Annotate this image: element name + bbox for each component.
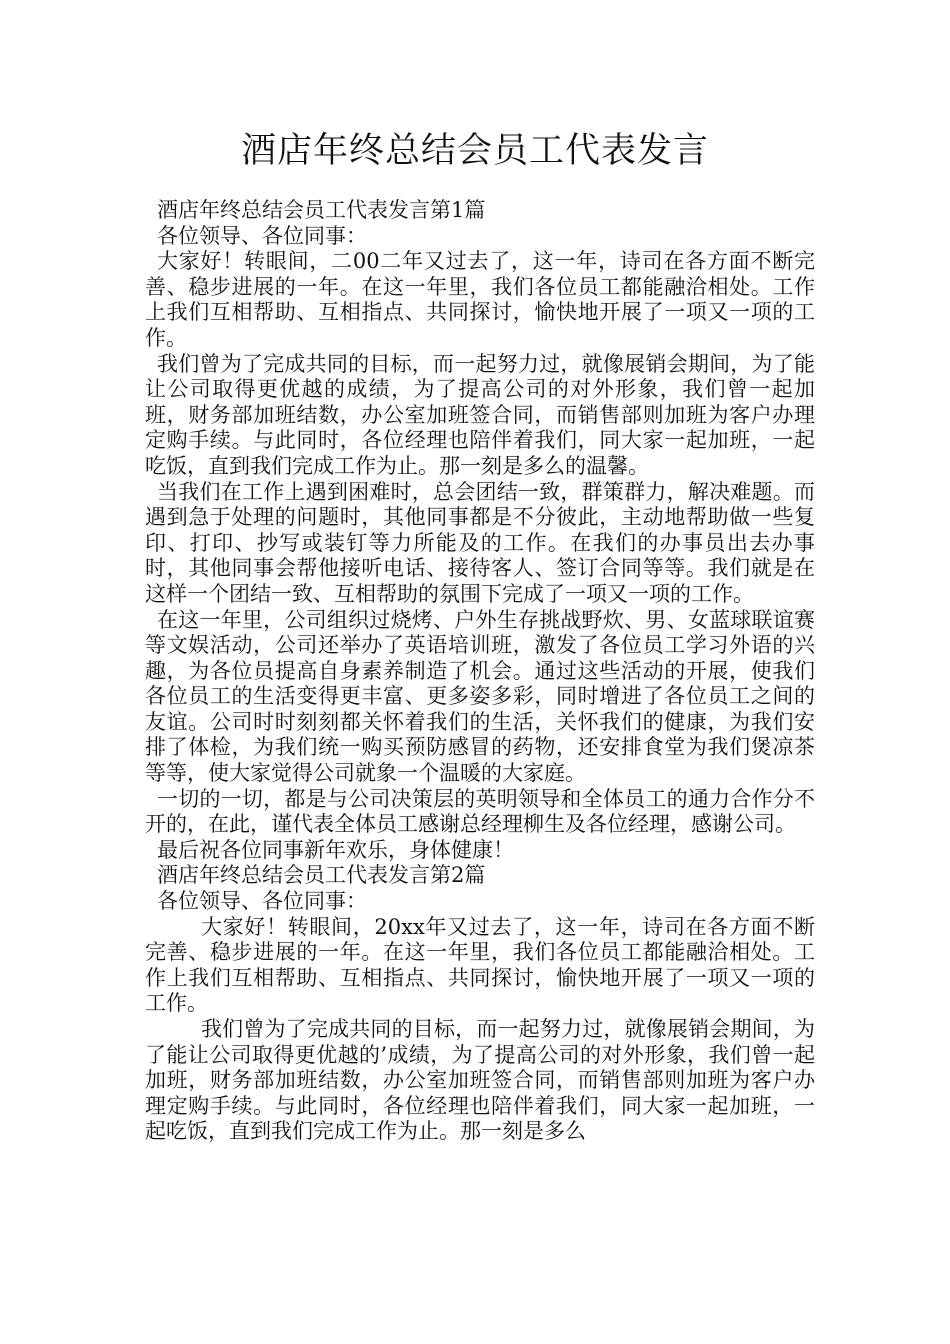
- document-title: 酒店年终总结会员工代表发言: [240, 131, 709, 171]
- document-body: [145, 198, 815, 1145]
- body-paragraph: 当我们在工作上遇到困难时，总会团结一致，群策群力，解决难题。而遇到急于处理的问题时，其他同事都是不分彼此，主动地帮助做一些复印、打印、抄写或装钉等力所能及的工作。在我们的办事员出去办事时，其他同事会帮他接听电话、接待客人、签订合同等等。我们就是在这样一个团结一致、互相帮助的氛围下完成了一项又一项的工作。: [145, 479, 815, 606]
- closing-line: 最后祝各位同事新年欢乐，身体健康！: [157, 837, 514, 862]
- section-heading: 酒店年终总结会员工代表发言第2篇: [157, 863, 486, 888]
- body-paragraph: 在这一年里，公司组织过烧烤、户外生存挑战野炊、男、女蓝球联谊赛等文娱活动，公司还举办了英语培训班，激发了各位员工学习外语的兴趣，为各位员提高自身素养制造了机会。通过这些活动的开展，使我们各位员工的生活变得更丰富、更多姿多彩，同时增进了各位员工之间的友谊。公司时时刻刻都关怀着我们的生活，关怀我们的健康，为我们安排了体检，为我们统一购买预防感冒的药物，还安排食堂为我们煲凉茶等等，使大家觉得公司就象一个温暖的大家庭。: [145, 607, 815, 786]
- body-paragraph: 我们曾为了完成共同的目标，而一起努力过，就像展销会期间，为了能让公司取得更优越的’成绩，为了提高公司的对外形象，我们曾一起加班，财务部加班结数，办公室加班签合同，而销售部则加班为客户办理定购手续。与此同时，各位经理也陪伴着我们，同大家一起加班，一起吃饭，直到我们完成工作为止。那一刻是多么: [145, 1017, 815, 1144]
- body-paragraph: 一切的一切，都是与公司决策层的英明领导和全体员工的通力合作分不开的，在此，谨代表全体员工感谢总经理柳生及各位经理，感谢公司。: [145, 786, 815, 837]
- body-paragraph: 大家好！转眼间，20xx年又过去了，这一年，诗司在各方面不断完善、稳步进展的一年。在这一年里，我们各位员工都能融洽相处。工作上我们互相帮助、互相指点、共同探讨，愉快地开展了一项又一项的工作。: [145, 914, 815, 1016]
- salutation: 各位领导、各位同事：: [157, 223, 367, 248]
- section-heading: 酒店年终总结会员工代表发言第1篇: [157, 198, 486, 222]
- salutation: 各位领导、各位同事：: [157, 889, 367, 914]
- body-paragraph: 我们曾为了完成共同的目标，而一起努力过，就像展销会期间，为了能让公司取得更优越的成绩，为了提高公司的对外形象，我们曾一起加班，财务部加班结数，办公室加班签合同，而销售部则加班为客户办理定购手续。与此同时，各位经理也陪伴着我们，同大家一起加班，一起吃饭，直到我们完成工作为止。那一刻是多么的温馨。: [145, 351, 815, 478]
- body-paragraph: 大家好！转眼间，二00二年又过去了，这一年，诗司在各方面不断完善、稳步进展的一年。在这一年里，我们各位员工都能融洽相处。工作上我们互相帮助、互相指点、共同探讨，愉快地开展了一项又一项的工作。: [145, 249, 815, 350]
